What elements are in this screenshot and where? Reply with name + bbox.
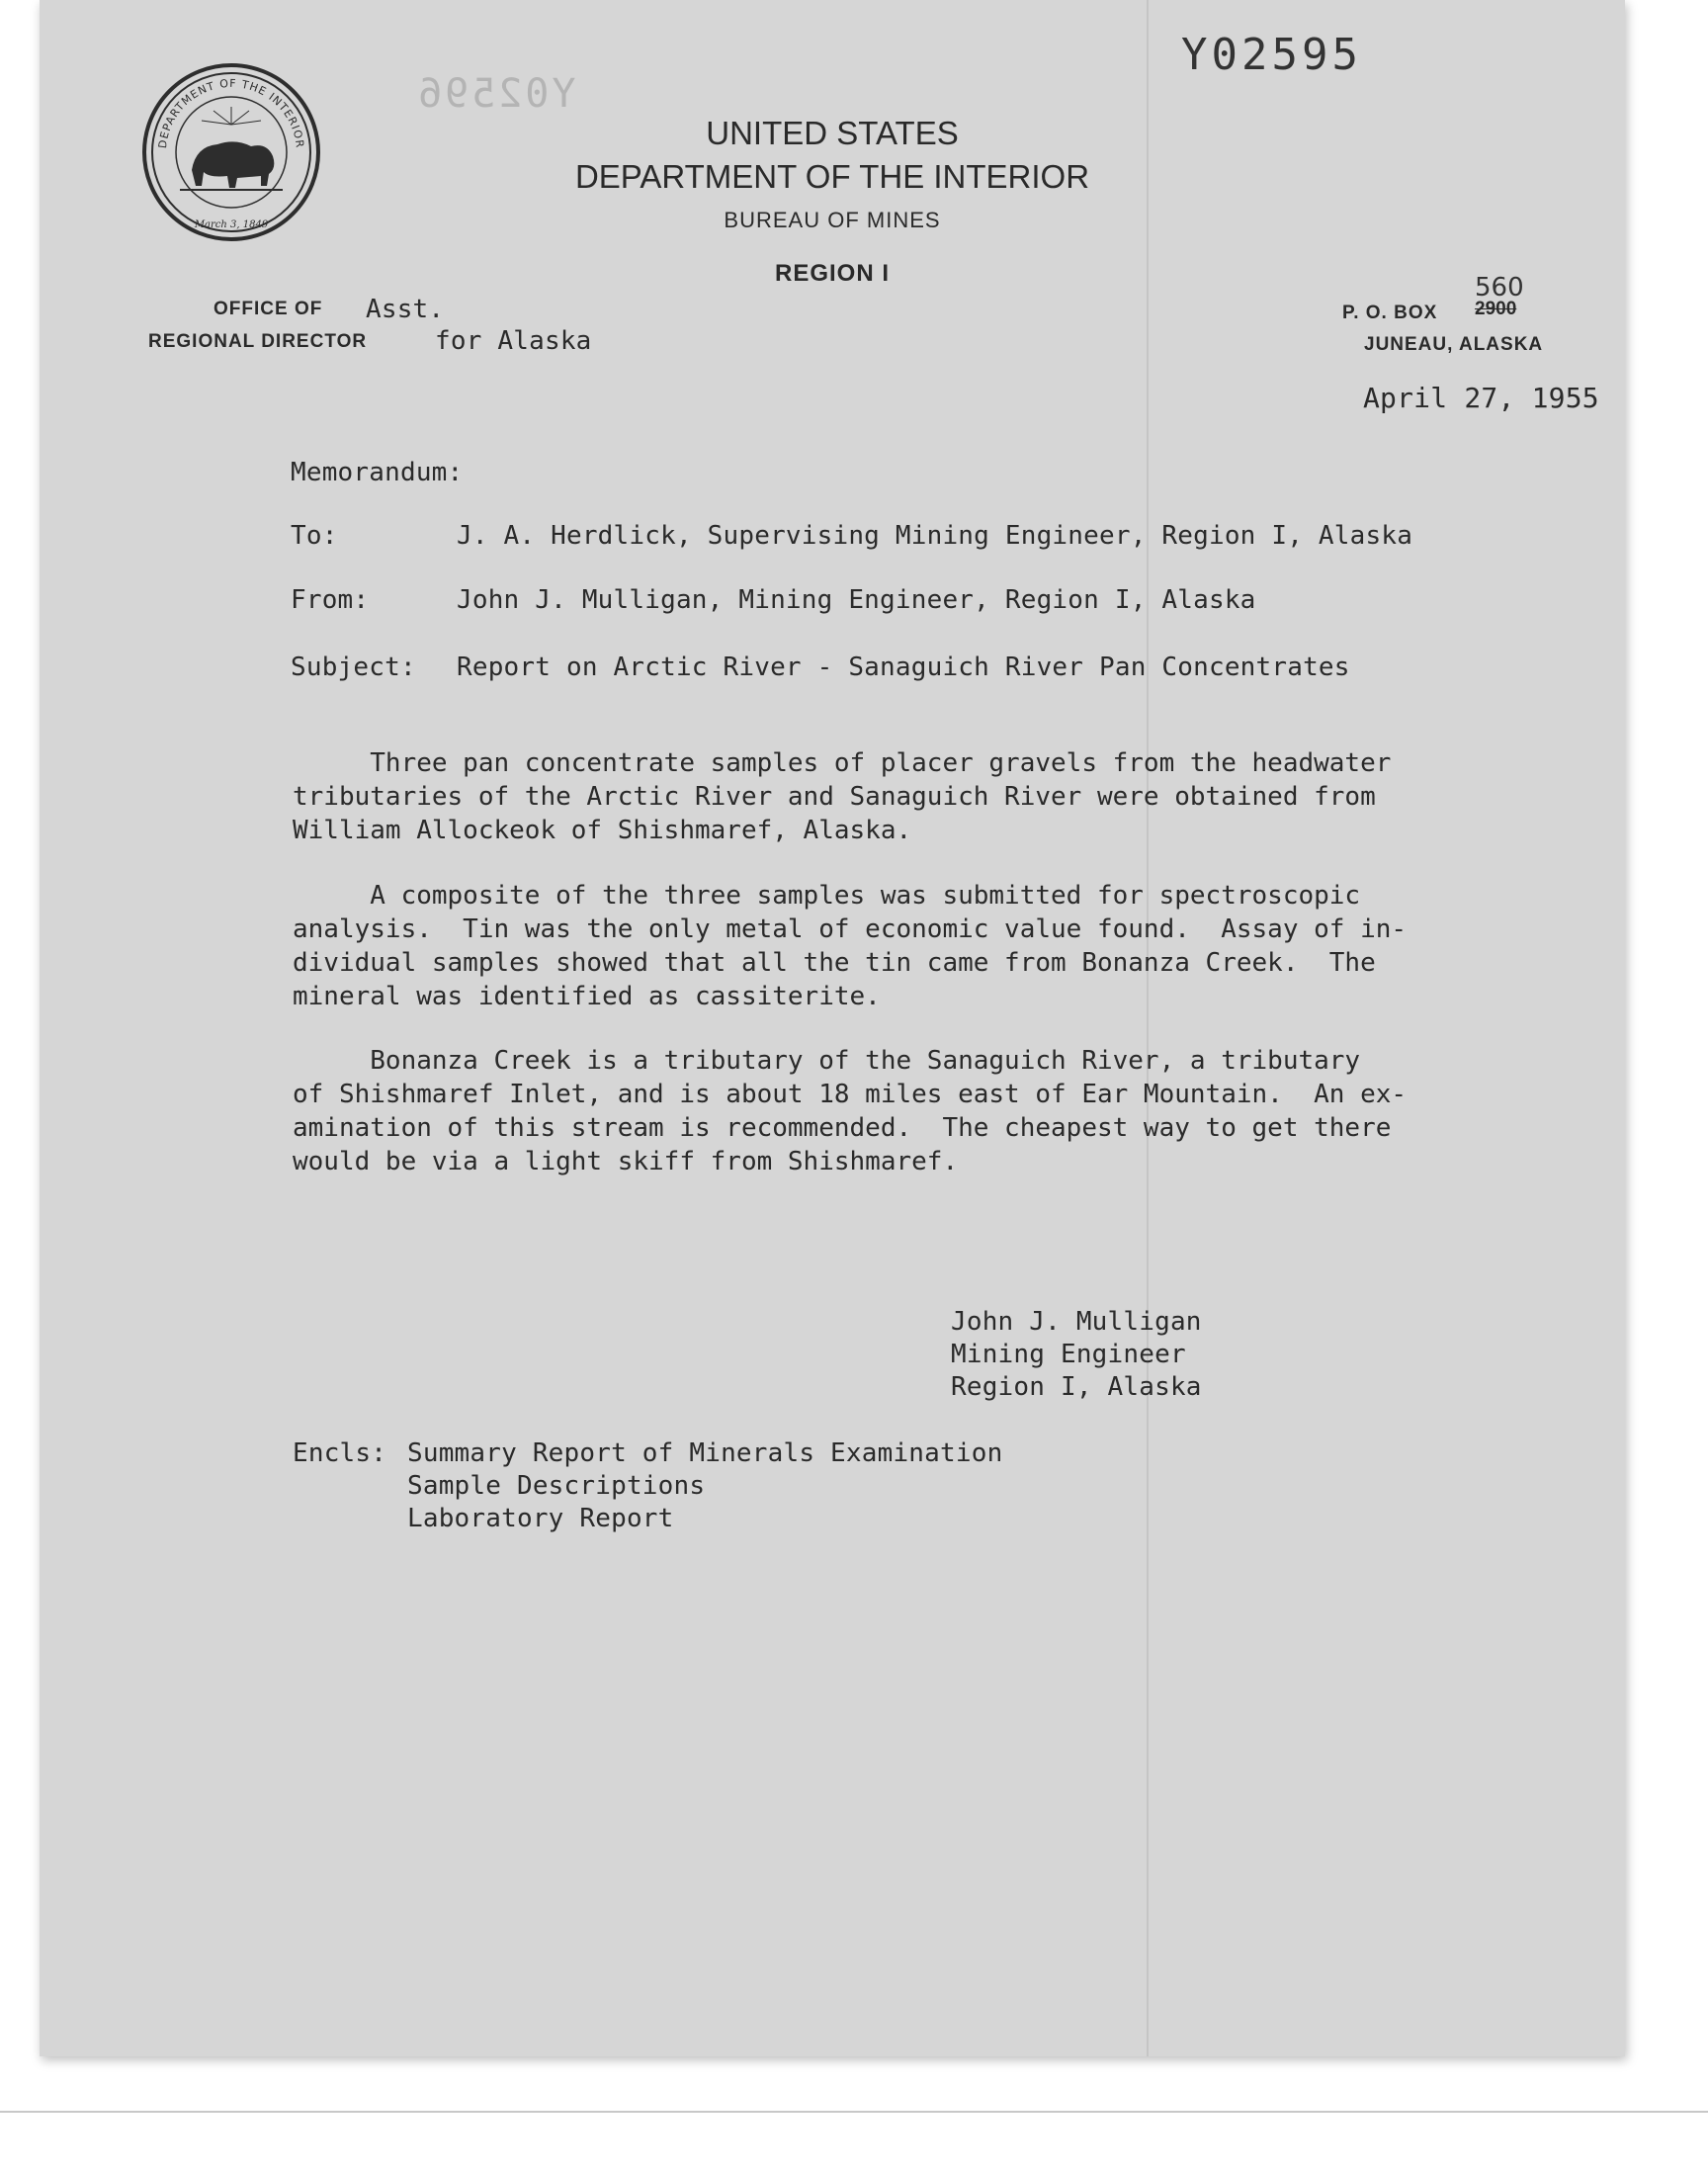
enclosure-item: Summary Report of Minerals Examination — [407, 1438, 1003, 1468]
body-paragraph-3 — [293, 1044, 1578, 1178]
body-paragraph-1 — [293, 746, 1578, 847]
body-paragraph-2 — [293, 879, 1578, 1013]
letterhead-region: REGION I — [774, 260, 890, 287]
enclosures-label: Encls: — [293, 1438, 387, 1468]
paragraph-line: would be via a light skiff from Shishmaref. — [293, 1147, 959, 1176]
paragraph-line: tributaries of the Arctic River and Sanaguich River were obtained from — [293, 782, 1376, 812]
paragraph-line: analysis. Tin was the only metal of economic value found. Assay of in- — [293, 914, 1408, 944]
office-typed-alaska: for Alaska — [435, 326, 592, 356]
subject-label: Subject: — [291, 652, 416, 682]
letterhead-department: DEPARTMENT OF THE INTERIOR — [574, 158, 1090, 195]
signature-title: Mining Engineer — [951, 1340, 1186, 1369]
to-label: To: — [291, 521, 338, 551]
office-label-line2: REGIONAL DIRECTOR — [148, 331, 368, 352]
document-page — [40, 0, 1625, 2056]
to-value: J. A. Herdlick, Supervising Mining Engineer, Region I, Alaska — [457, 521, 1413, 551]
paragraph-line: A composite of the three samples was submitted for spectroscopic — [293, 881, 1361, 911]
office-typed-asst: Asst. — [366, 295, 445, 324]
signature-region: Region I, Alaska — [951, 1372, 1202, 1402]
po-box-label: P. O. BOX — [1342, 303, 1438, 323]
scan-bottom-rule — [0, 2111, 1708, 2113]
paragraph-line: Three pan concentrate samples of placer gravels from the headwater — [293, 748, 1392, 778]
signature-name: John J. Mulligan — [951, 1307, 1202, 1337]
page-fold-line — [1147, 0, 1149, 2056]
paragraph-line: mineral was identified as cassiterite. — [293, 982, 881, 1011]
paragraph-line: William Allockeok of Shishmaref, Alaska. — [293, 816, 912, 845]
from-value: John J. Mulligan, Mining Engineer, Region I, Alaska — [457, 585, 1256, 615]
memo-heading: Memorandum: — [291, 458, 464, 487]
po-box-old-number: 2900 — [1475, 299, 1517, 319]
letterhead-united-states: UNITED STATES — [706, 115, 959, 151]
document-number: Y02595 — [1181, 30, 1362, 80]
from-label: From: — [291, 585, 370, 615]
letterhead-bureau: BUREAU OF MINES — [724, 208, 941, 232]
paragraph-line: amination of this stream is recommended. The cheapest way to get there — [293, 1113, 1392, 1143]
address-city: JUNEAU, ALASKA — [1364, 334, 1544, 355]
paragraph-line: of Shishmaref Inlet, and is about 18 miles east of Ear Mountain. An ex- — [293, 1080, 1408, 1109]
enclosure-item: Laboratory Report — [407, 1504, 674, 1533]
office-label-line1: OFFICE OF — [214, 299, 323, 319]
bleed-through-number: Y02596 — [415, 71, 576, 117]
paragraph-line: dividual samples showed that all the tin came from Bonanza Creek. The — [293, 948, 1376, 978]
seal-date-text: March 3, 1849 — [194, 219, 269, 230]
letter-date: April 27, 1955 — [1363, 382, 1599, 414]
po-box-new-number: 560 — [1475, 273, 1524, 303]
paragraph-line: Bonanza Creek is a tributary of the Sanaguich River, a tributary — [293, 1046, 1361, 1076]
seal-top-text: DEPARTMENT OF THE INTERIOR — [156, 76, 306, 149]
subject-value: Report on Arctic River - Sanaguich River Pan Concentrates — [457, 652, 1350, 682]
enclosure-item: Sample Descriptions — [407, 1471, 706, 1501]
